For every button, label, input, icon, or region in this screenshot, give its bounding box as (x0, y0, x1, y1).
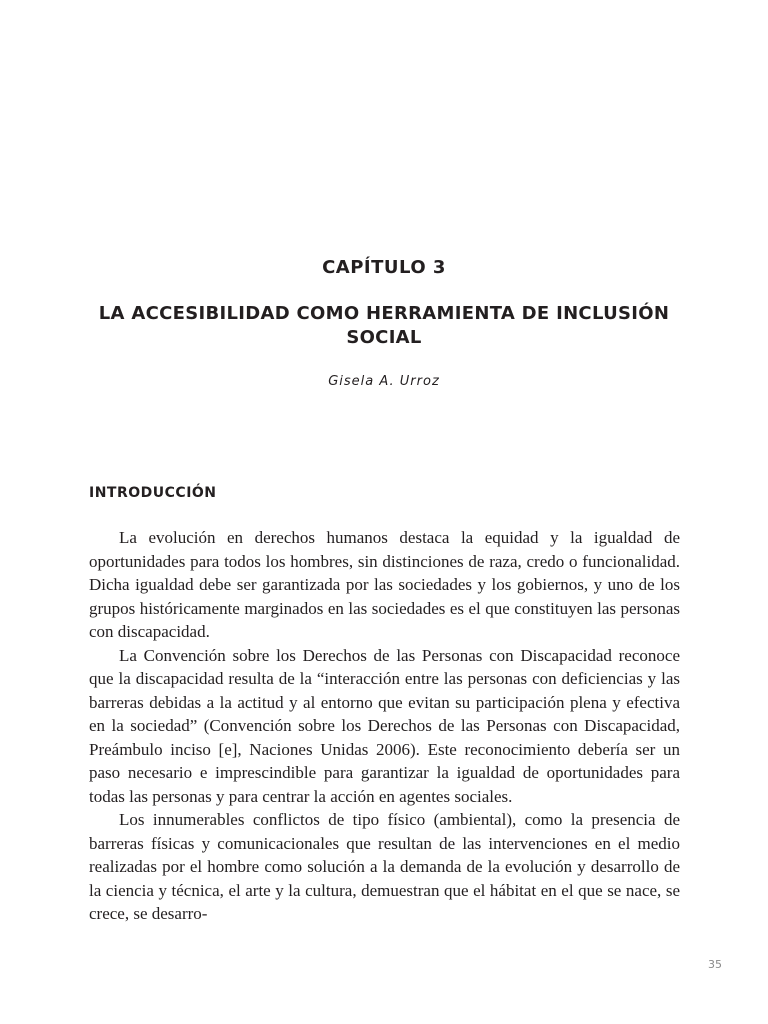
paragraph-2: La Convención sobre los Derechos de las Personas con Discapacidad reconoce que la discapacidad resulta de la “interacción entre las personas con deficiencias y las barreras debidas a la actitud y al entorno que evitan su participación plena y efectiva en la sociedad” (Convención sobre los Derechos de las Personas con Discapacidad, Preámbulo inciso [e], Naciones Unidas 2006). Este reconocimiento debería ser un paso necesario e imprescindible para garantizar la igualdad de oportunidades para todas las personas y para centrar la acción en agentes sociales. (89, 645, 680, 806)
author-name: Gisela A. Urroz (328, 374, 440, 389)
paragraph-1: La evolución en derechos humanos destaca la equidad y la igualdad de oportunidades para todos los hombres, sin distinciones de raza, credo o funcionalidad. Dicha igualdad debe ser garantizada por las sociedades y los gobiernos, y uno de los grupos históricamente marginados en las sociedades es el que constituyen las personas con discapacidad. (89, 528, 680, 641)
chapter-label: CAPÍTULO 3 (322, 257, 446, 278)
body-text (89, 526, 680, 926)
section-heading: INTRODUCCIÓN (89, 485, 217, 501)
page-number: 35 (708, 958, 722, 971)
paragraph-3: Los innumerables conflictos de tipo físico (ambiental), como la presencia de barreras físicas y comunicacionales que resultan de las intervenciones en el medio realizadas por el hombre como solución a la demanda de la evolución y desarrollo de la ciencia y técnica, el arte y la cultura, demuestran que el hábitat en el que se nace, se crece, se desarro- (89, 810, 680, 923)
chapter-title: LA ACCESIBILIDAD COMO HERRAMIENTA DE INCLUSIÓN SOCIAL (98, 303, 670, 348)
